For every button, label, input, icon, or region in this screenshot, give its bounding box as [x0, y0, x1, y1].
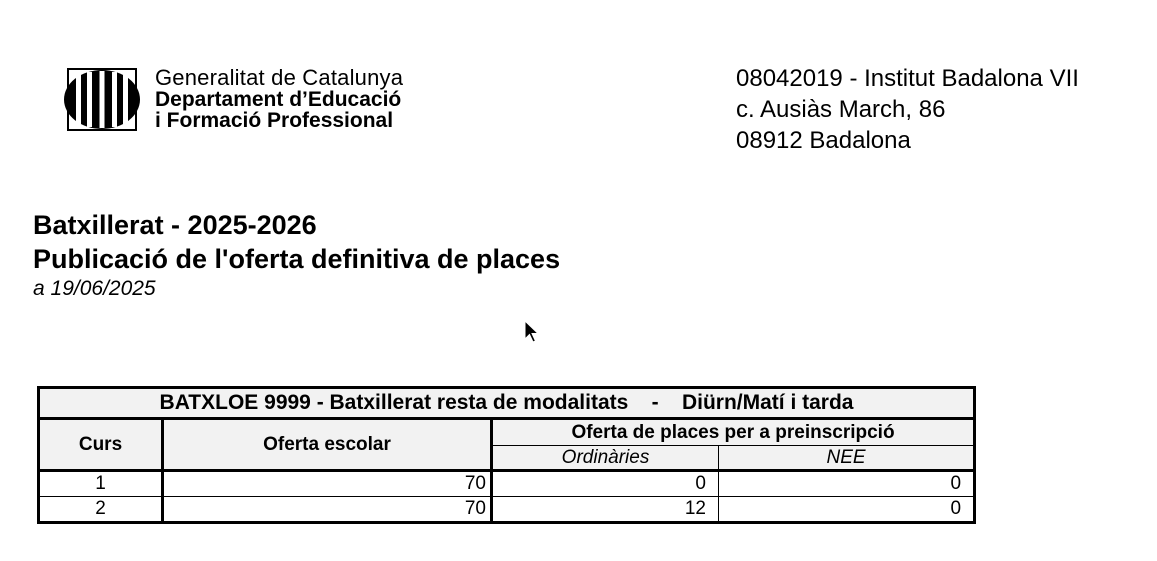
- cell-ordinaries: 12: [492, 497, 719, 523]
- org-line-2: Departament d’Educació: [155, 88, 402, 111]
- table-row: [39, 497, 975, 523]
- column-header-oferta-escolar: Oferta escolar: [163, 419, 492, 471]
- mouse-pointer-icon: [524, 320, 540, 344]
- column-header-nee: NEE: [719, 446, 975, 471]
- document-title: Batxillerat - 2025-2026: [33, 210, 317, 240]
- places-offer-table: [37, 386, 976, 524]
- cell-oferta: 70: [163, 471, 492, 497]
- cell-ordinaries: 0: [492, 471, 719, 497]
- cell-nee: 0: [719, 471, 975, 497]
- organization-name: [155, 67, 403, 131]
- school-address: [736, 63, 1079, 156]
- table-row: [39, 471, 975, 497]
- school-line-1: 08042019 - Institut Badalona VII: [736, 65, 1079, 92]
- generalitat-logo-icon: [62, 68, 142, 131]
- cell-nee: 0: [719, 497, 975, 523]
- org-line-1: Generalitat de Catalunya: [155, 65, 404, 90]
- document-subtitle: Publicació de l'oferta definitiva de places: [33, 244, 561, 274]
- document-date: a 19/06/2025: [33, 277, 156, 300]
- org-line-3: i Formació Professional: [155, 109, 394, 132]
- cell-curs: 2: [39, 497, 163, 523]
- cell-oferta: 70: [163, 497, 492, 523]
- column-header-curs: Curs: [39, 419, 163, 471]
- cell-curs: 1: [39, 471, 163, 497]
- column-header-ordinaries: Ordinàries: [492, 446, 719, 471]
- column-header-preinscripcio: Oferta de places per a preinscripció: [492, 419, 975, 446]
- school-line-3: 08912 Badalona: [736, 127, 911, 154]
- school-line-2: c. Ausiàs March, 86: [736, 96, 946, 123]
- table-title: BATXLOE 9999 - Batxillerat resta de modalitats - Diürn/Matí i tarda: [39, 388, 975, 419]
